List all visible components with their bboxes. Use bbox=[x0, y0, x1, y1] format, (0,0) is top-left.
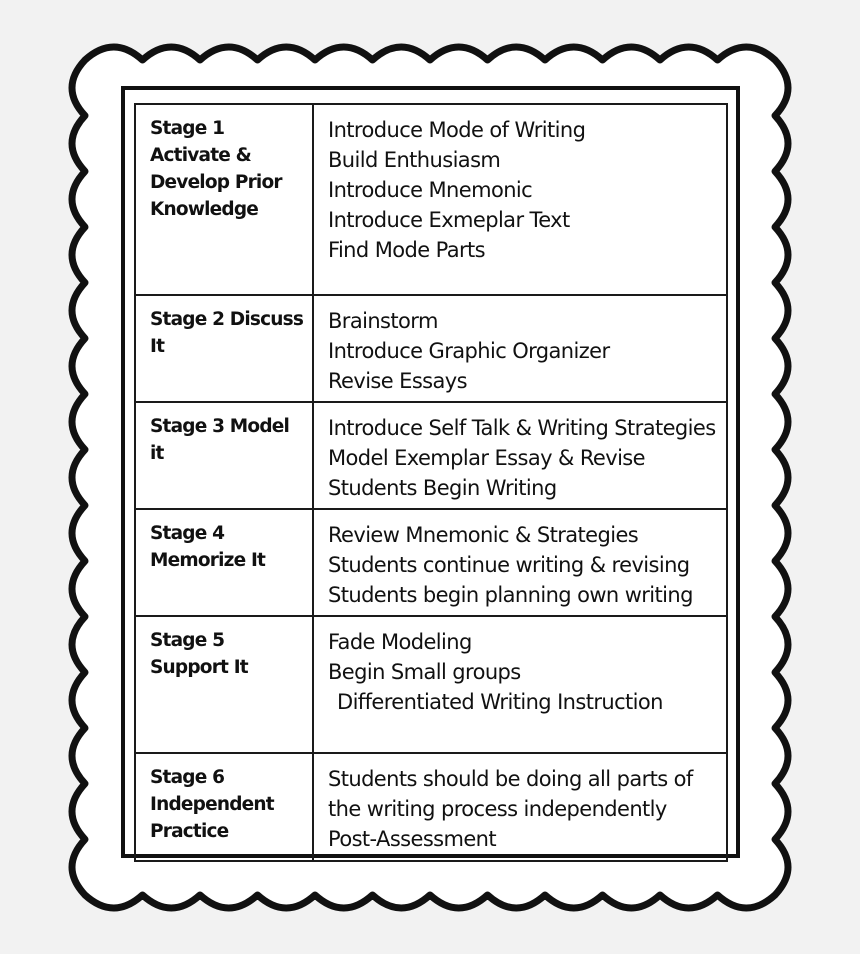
task-item: Students Begin Writing bbox=[328, 476, 557, 500]
tasks-cell bbox=[313, 402, 727, 509]
stage-label: Stage 3 Model it bbox=[150, 416, 290, 464]
table-row bbox=[135, 402, 727, 509]
stage-label: Stage 4 Memorize It bbox=[150, 523, 266, 571]
stage-label: Stage 1 Activate & Develop Prior Knowledge bbox=[150, 118, 282, 220]
task-item: Introduce Mode of Writing bbox=[328, 118, 586, 142]
task-item: Model Exemplar Essay & Revise bbox=[328, 446, 645, 470]
stage-cell bbox=[135, 295, 313, 402]
task-item: Begin Small groups bbox=[328, 660, 521, 684]
task-item: Differentiated Writing Instruction bbox=[337, 690, 663, 714]
table-row bbox=[135, 753, 727, 861]
task-item: Students continue writing & revising bbox=[328, 553, 690, 577]
stage-cell bbox=[135, 402, 313, 509]
table-row bbox=[135, 509, 727, 616]
task-item: Introduce Mnemonic bbox=[328, 178, 533, 202]
stage-cell bbox=[135, 616, 313, 753]
task-item: Introduce Graphic Organizer bbox=[328, 339, 610, 363]
table-row bbox=[135, 295, 727, 402]
task-item: Students begin planning own writing bbox=[328, 583, 693, 607]
task-item: Review Mnemonic & Strategies bbox=[328, 523, 639, 547]
tasks-cell bbox=[313, 104, 727, 295]
table-row bbox=[135, 104, 727, 295]
task-item: Brainstorm bbox=[328, 309, 438, 333]
task-item: Introduce Self Talk & Writing Strategies bbox=[328, 416, 716, 440]
tasks-cell bbox=[313, 295, 727, 402]
task-item: Build Enthusiasm bbox=[328, 148, 501, 172]
task-item: Find Mode Parts bbox=[328, 238, 485, 262]
task-item: Students should be doing all parts of the writing process independently bbox=[328, 767, 693, 821]
stage-label: Stage 6 Independent Practice bbox=[150, 767, 274, 842]
task-item: Revise Essays bbox=[328, 369, 467, 393]
stages-table bbox=[134, 103, 728, 862]
task-item: Introduce Exmeplar Text bbox=[328, 208, 570, 232]
tasks-cell bbox=[313, 616, 727, 753]
stage-cell bbox=[135, 104, 313, 295]
stage-label: Stage 2 Discuss It bbox=[150, 309, 304, 357]
stage-cell bbox=[135, 753, 313, 861]
stage-cell bbox=[135, 509, 313, 616]
tasks-cell bbox=[313, 509, 727, 616]
task-item: Post-Assessment bbox=[328, 827, 497, 851]
task-item: Fade Modeling bbox=[328, 630, 472, 654]
table-row bbox=[135, 616, 727, 753]
tasks-cell bbox=[313, 753, 727, 861]
stage-label: Stage 5 Support It bbox=[150, 630, 248, 678]
